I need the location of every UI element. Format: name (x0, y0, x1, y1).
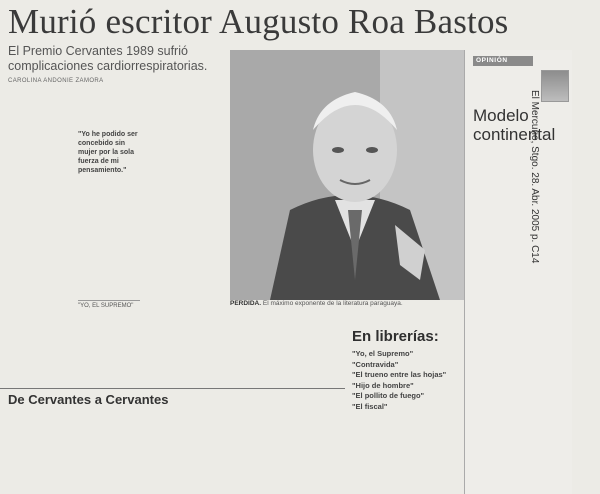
headline: Murió escritor Augusto Roa Bastos (8, 2, 509, 41)
book-item: "El trueno entre las hojas" (352, 370, 447, 379)
book-item: "El pollito de fuego" (352, 391, 425, 400)
section-divider (0, 388, 345, 389)
opinion-tag: OPINIÓN (473, 56, 533, 66)
book-item: "El fiscal" (352, 401, 388, 411)
handwritten-note: El Mercurio, Stgo. 28. Abr. 2005 p. C14 (529, 90, 540, 264)
pull-quote-source: "YO, EL SUPREMO" (78, 300, 140, 309)
author-photo (230, 50, 480, 300)
section-title: De Cervantes a Cervantes (8, 392, 169, 407)
book-item: "Hijo de hombre" (352, 380, 414, 390)
book-item: "Contravida" (352, 359, 399, 369)
author-portrait-image (230, 50, 480, 300)
book-item: "Yo, el Supremo" (352, 349, 414, 358)
opinion-title: Modelo continental (473, 106, 556, 144)
caption-text: El máximo exponente de la literatura paraguaya. (262, 300, 403, 307)
byline: CAROLINA ANDONIE ZAMORA (8, 78, 104, 84)
pull-quote: "Yo he podido ser concebido sin mujer por la sola fuerza de mi pensamiento." (78, 131, 138, 174)
deck: El Premio Cervantes 1989 sufrió complicaciones cardiorrespiratorias. (8, 44, 208, 73)
columnist-photo (541, 70, 569, 102)
opinion-column (464, 50, 572, 494)
sidebar-title: En librerías: (352, 328, 439, 345)
photo-caption (230, 300, 480, 308)
caption-label: PERDIDA. (230, 300, 262, 307)
